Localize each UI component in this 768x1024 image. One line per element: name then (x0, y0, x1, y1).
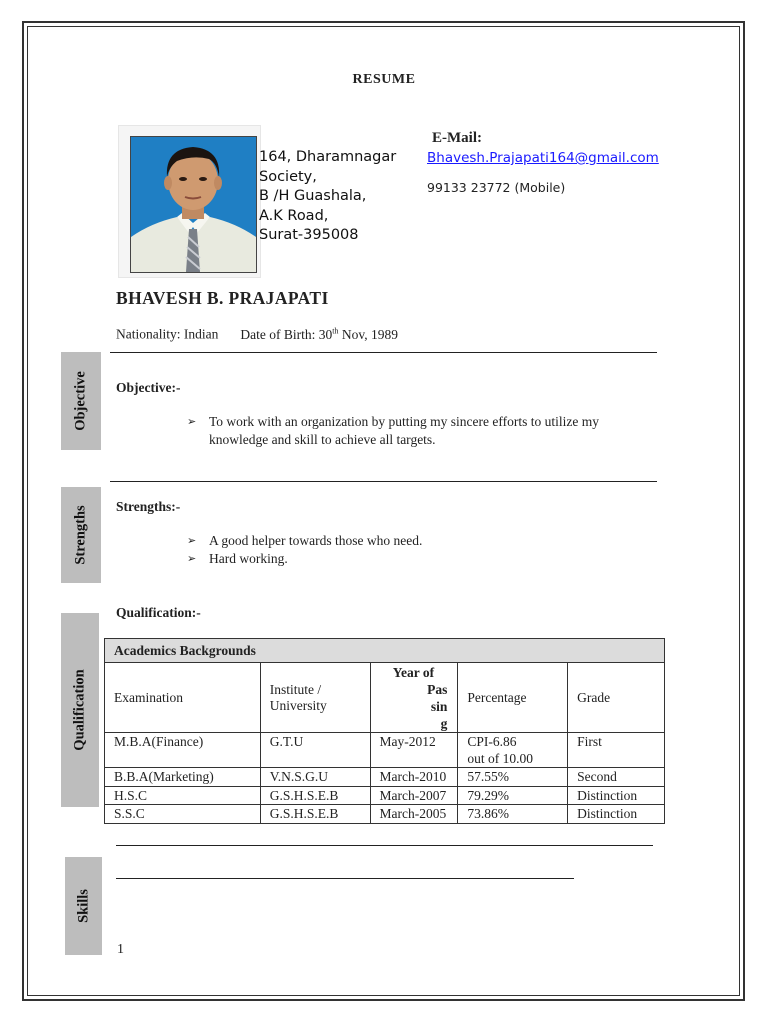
skills-side-tab (65, 857, 102, 955)
profile-photo-frame (118, 125, 261, 278)
objective-side-tab (61, 352, 101, 450)
header-year: Year of Pas sin g (370, 663, 458, 733)
address-line: 164, Dharamnagar (259, 149, 397, 165)
divider (116, 878, 574, 879)
list-item: ➢ To work with an organization by putting my sincere efforts to utilize my knowledge and skill to achieve all targets. (187, 414, 599, 447)
table-caption-row (105, 639, 665, 663)
address-block (259, 148, 396, 246)
divider (110, 352, 657, 353)
qualification-heading: Qualification:- (116, 605, 201, 620)
header-grade: Grade (568, 663, 665, 733)
qualification-side-tab (61, 613, 99, 807)
profile-photo (130, 136, 257, 273)
nationality: Nationality: Indian (116, 326, 219, 342)
skills-tab-label: Skills (75, 889, 91, 923)
address-line: B /H Guashala, (259, 188, 367, 205)
candidate-name: BHAVESH B. PRAJAPATI (116, 288, 329, 308)
objective-tab-label: Objective (72, 371, 89, 431)
list-item: ➢ Hard working. (187, 551, 288, 566)
table-row: H.S.C G.S.H.S.E.B March-2007 79.29% Distinction (105, 786, 665, 805)
table-row: M.B.A(Finance) G.T.U May-2012 CPI-6.86 out of 10.00 First (105, 733, 665, 768)
document-title: RESUME (352, 72, 416, 87)
phone-number: 99133 23772 (Mobile) (427, 180, 566, 195)
arrow-bullet-icon: ➢ (187, 415, 197, 428)
objective-list (187, 413, 642, 449)
strengths-list (187, 532, 642, 568)
divider (116, 845, 653, 846)
date-of-birth: Date of Birth: 30th Nov, 1989 (240, 326, 398, 342)
email-label: E-Mail: (432, 130, 482, 146)
personal-details (116, 326, 398, 343)
table-caption: Academics Backgrounds (105, 639, 665, 663)
email-link[interactable]: Bhavesh.Prajapati164@gmail.com (427, 150, 659, 166)
objective-heading: Objective:- (116, 380, 181, 395)
header-institute: Institute / University (260, 663, 370, 733)
strengths-side-tab (61, 487, 101, 583)
table-header-row (105, 663, 665, 733)
qualification-tab-label: Qualification (71, 669, 88, 751)
address-line: A.K Road, (259, 207, 329, 224)
strengths-heading: Strengths:- (116, 499, 181, 514)
address-line: Surat-395008 (259, 227, 359, 244)
divider (110, 481, 657, 482)
table-row: B.B.A(Marketing) V.N.S.G.U March-2010 57.55% Second (105, 768, 665, 787)
academics-table (104, 638, 665, 824)
strengths-tab-label: Strengths (72, 505, 89, 565)
list-item: ➢ A good helper towards those who need. (187, 533, 423, 548)
arrow-bullet-icon: ➢ (187, 552, 197, 565)
page-number: 1 (117, 942, 124, 957)
arrow-bullet-icon: ➢ (187, 534, 197, 547)
header-percentage: Percentage (458, 663, 568, 733)
address-line: Society, (259, 168, 317, 185)
header-examination: Examination (105, 663, 261, 733)
table-row: S.S.C G.S.H.S.E.B March-2005 73.86% Distinction (105, 805, 665, 824)
